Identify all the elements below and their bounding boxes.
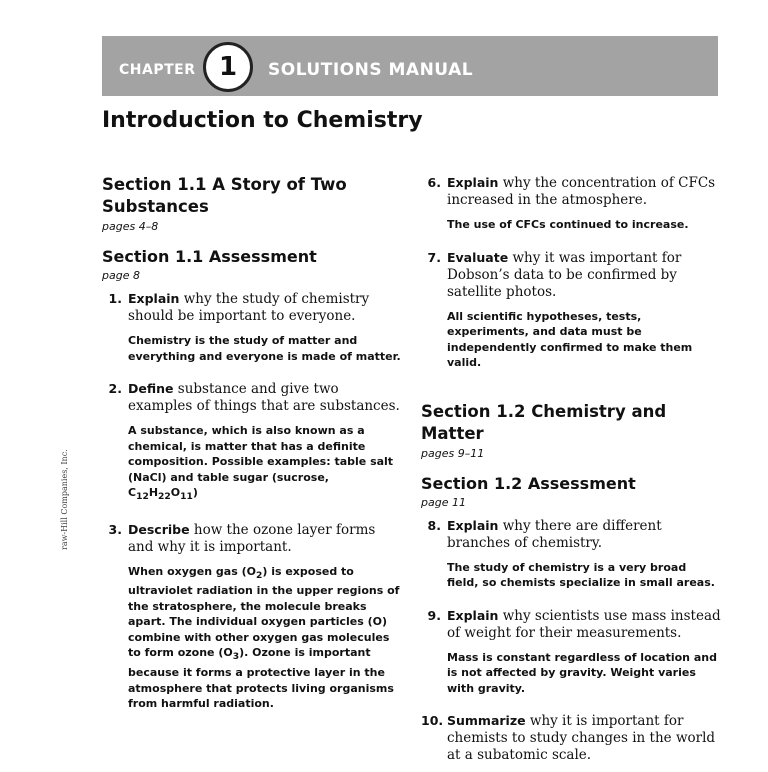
section-1-2-assessment-page: page 11 xyxy=(421,495,466,509)
subscript: 2 xyxy=(255,569,263,581)
answer-text: When oxygen gas (O xyxy=(128,564,256,578)
publisher-credit: raw-Hill Companies, Inc. xyxy=(60,449,69,550)
answer-3 xyxy=(128,564,402,712)
page-title: Introduction to Chemistry xyxy=(102,108,423,133)
section-1-2-pages: pages 9–11 xyxy=(421,446,485,460)
answer-9: Mass is constant regardless of location and is not affected by gravity. Weight varies with gravity. xyxy=(447,650,717,695)
question-9 xyxy=(421,607,721,642)
question-number: 7. xyxy=(427,249,441,265)
left-column xyxy=(102,174,402,728)
answer-text: A substance, which is also known as a chemical, is matter that has a definite composition. Possible examples: table salt (NaCl) and table sugar (sucrose, C xyxy=(128,424,394,499)
question-verb: Explain xyxy=(447,175,499,190)
answer-7: All scientific hypotheses, tests, experiments, and data must be independently confirmed to make them valid. xyxy=(447,309,693,369)
section-1-1-assessment-page: page 8 xyxy=(102,269,140,282)
element-symbol: H xyxy=(148,486,159,499)
chapter-banner xyxy=(102,36,718,96)
question-1 xyxy=(102,290,402,325)
question-number: 8. xyxy=(427,517,441,533)
question-text: why it is important for chemists to study changes in the world at a subatomic scale. xyxy=(447,713,716,763)
question-3 xyxy=(102,521,402,556)
section-1-1-pages: pages 4–8 xyxy=(102,220,159,233)
subscript: 11 xyxy=(180,491,193,503)
subscript: 12 xyxy=(136,491,149,503)
answer-1: Chemistry is the study of matter and everything and everyone is made of matter. xyxy=(128,334,401,363)
question-text: substance and give two examples of things that are substances. xyxy=(128,381,400,414)
answer-6: The use of CFCs continued to increase. xyxy=(447,218,689,231)
section-1-2-title: Section 1.2 Chemistry and Matter xyxy=(421,401,667,443)
question-6 xyxy=(421,174,721,209)
question-10 xyxy=(421,712,721,764)
answer-8: The study of chemistry is a very broad field, so chemists specialize in small areas. xyxy=(447,560,715,589)
question-2 xyxy=(102,380,402,415)
question-number: 1. xyxy=(108,291,122,306)
question-number: 10. xyxy=(421,713,444,728)
right-column xyxy=(421,174,721,772)
answer-2 xyxy=(128,423,402,505)
section-1-2-assessment-title: Section 1.2 Assessment xyxy=(421,473,636,493)
element-symbol: O xyxy=(170,486,181,499)
question-text: why it was important for Dobson’s data to be confirmed by satellite photos. xyxy=(447,249,682,300)
question-verb: Explain xyxy=(447,517,499,533)
subscript: 22 xyxy=(158,491,171,503)
question-verb: Explain xyxy=(128,291,180,306)
question-text: why scientists use mass instead of weight for their measurements. xyxy=(447,607,721,641)
question-verb: Define xyxy=(128,381,174,396)
question-verb: Explain xyxy=(447,607,499,623)
question-number: 6. xyxy=(427,175,441,190)
answer-text: ) is exposed to ultraviolet radiation in the upper regions of the stratosphere, the molecule breaks apart. The individual oxygen particles (O) combine with other oxygen gas molecules to form ozone (O xyxy=(128,564,400,660)
section-1-1-assessment-title: Section 1.1 Assessment xyxy=(102,247,317,266)
question-8 xyxy=(421,517,721,552)
question-text: why the concentration of CFCs increased in the atmosphere. xyxy=(447,175,716,208)
chapter-label: CHAPTER xyxy=(119,62,196,78)
question-verb: Summarize xyxy=(447,713,526,728)
section-1-1-title: Section 1.1 A Story of Two Substances xyxy=(102,175,347,216)
question-text: why there are different branches of chemistry. xyxy=(447,517,662,551)
answer-text: ) xyxy=(192,486,198,499)
question-text: why the study of chemistry should be important to everyone. xyxy=(128,291,370,324)
chapter-number-badge: 1 xyxy=(203,42,253,92)
question-text: how the ozone layer forms and why it is important. xyxy=(128,521,376,555)
solutions-manual-label: SOLUTIONS MANUAL xyxy=(268,60,474,80)
question-verb: Describe xyxy=(128,521,190,537)
subscript: 3 xyxy=(232,651,240,663)
question-7 xyxy=(421,249,721,301)
answer-text: ). Ozone is important because it forms a protective layer in the atmosphere that protects living organisms from harmful radiation. xyxy=(128,646,394,711)
question-verb: Evaluate xyxy=(447,249,509,265)
question-number: 3. xyxy=(108,521,122,537)
question-number: 2. xyxy=(108,381,122,396)
question-number: 9. xyxy=(427,607,441,623)
